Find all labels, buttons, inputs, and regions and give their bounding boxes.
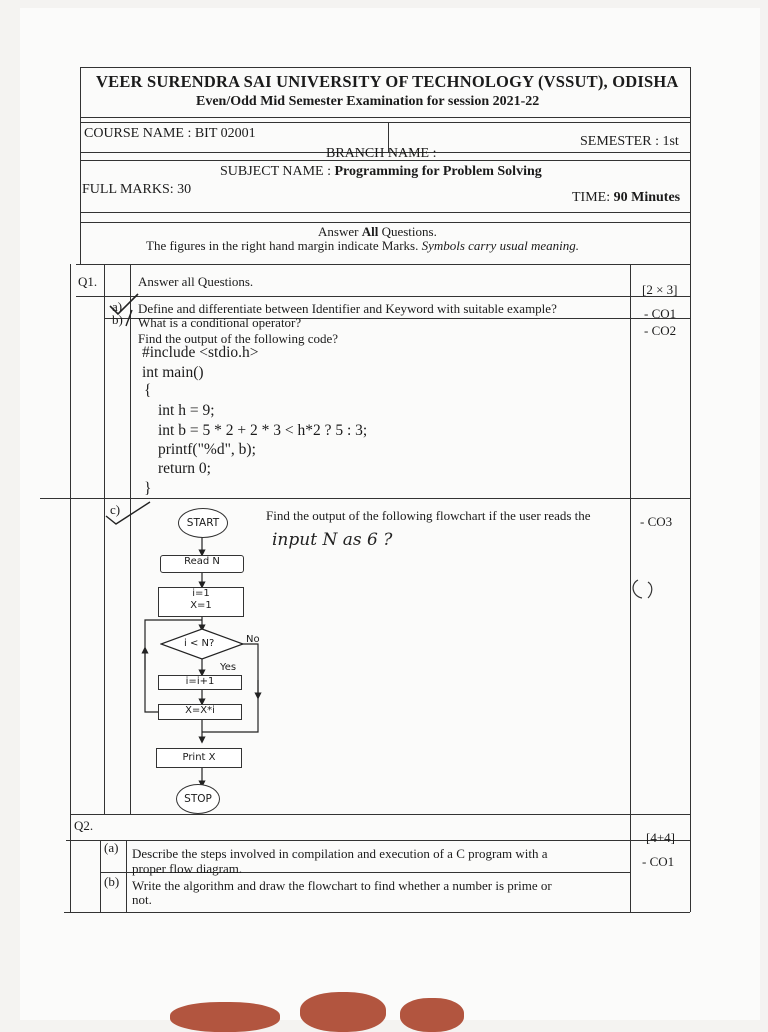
q1b-co: - CO2 (644, 323, 677, 338)
q1c-label: c) (110, 502, 121, 517)
q1c-handwritten-note: input N as 6 ? (272, 530, 393, 550)
instruction-marks (146, 238, 579, 254)
instr-marks-text: The figures in the right hand margin indicate Marks. (146, 238, 419, 253)
q2-marks: [4+4] (646, 830, 675, 845)
q2a-text2: proper flow diagram. (132, 861, 243, 876)
flowchart-decision-text: i < N? (184, 638, 215, 649)
subject-name (220, 164, 542, 180)
code-line-printf: printf("%d", b); (158, 441, 256, 458)
code-line-open-brace: { (144, 382, 152, 399)
q1b-text2: Find the output of the following code? (138, 331, 339, 346)
rule-q1-intro (76, 296, 690, 297)
flowchart-start: START (178, 508, 228, 538)
q1-marks: [2 × 3] (642, 282, 678, 297)
university-title: VEER SURENDRA SAI UNIVERSITY OF TECHNOLOGY (VSSUT), ODISHA (96, 72, 679, 91)
time-prefix: TIME: (572, 190, 614, 205)
rule-sub-left (104, 264, 105, 814)
q1a-label: a) (112, 299, 123, 314)
q1c-co: - CO3 (640, 514, 673, 529)
exam-title: Even/Odd Mid Semester Examination for session 2021-22 (196, 94, 540, 109)
flowchart-init-i: i=1 (192, 588, 210, 599)
q2a-co: - CO1 (642, 854, 675, 869)
subject-value: Programming for Problem Solving (334, 164, 542, 179)
rule-sub-q2 (100, 840, 101, 912)
branch-name: BRANCH NAME : (326, 146, 437, 161)
rule-q2-head (66, 840, 690, 841)
time-value: 90 Minutes (613, 190, 681, 205)
rule-header-bottom (80, 117, 690, 118)
rule-q-left (70, 264, 71, 912)
pen-mark-icon (628, 576, 658, 602)
flowchart-increment: i=i+1 (158, 675, 242, 690)
flowchart-print-x: Print X (156, 748, 242, 768)
rule-bottom (64, 912, 690, 913)
q2b-text1: Write the algorithm and draw the flowchart to find whether a number is prime or (132, 878, 552, 893)
code-line-main: int main() (142, 364, 204, 381)
q1b-label: b) (112, 312, 123, 327)
semester: SEMESTER : 1st (580, 134, 679, 149)
time (572, 190, 680, 206)
flowchart-init (158, 587, 244, 617)
rule-course-top (80, 122, 690, 123)
rule-instr-bottom (76, 264, 690, 265)
tick-mark-icon (108, 292, 148, 328)
q2b-text2: not. (132, 892, 152, 907)
q2a-label: (a) (104, 840, 119, 855)
q1b-text1: What is a conditional operator? (138, 315, 302, 330)
flowchart-multiply: X=X*i (158, 704, 242, 720)
q1-intro: Answer all Questions. (138, 274, 254, 289)
rule-info-bottom (80, 212, 690, 213)
finger-middle (300, 992, 386, 1032)
instr-symbols: Symbols carry usual meaning. (421, 238, 580, 253)
finger-left (170, 1002, 280, 1032)
flowchart-read-n: Read N (160, 555, 244, 573)
rule-top (80, 67, 690, 68)
subject-prefix: SUBJECT NAME : (220, 164, 335, 179)
flowchart-no-label: No (246, 634, 260, 645)
flowchart-yes-label: Yes (220, 662, 237, 673)
q1-number: Q1. (78, 274, 98, 289)
code-line-int-h: int h = 9; (158, 402, 215, 419)
q2a-text1: Describe the steps involved in compilation and execution of a C program with a (132, 846, 548, 861)
course-name: COURSE NAME : BIT 02001 (84, 126, 256, 141)
code-line-include: #include <stdio.h> (142, 344, 259, 361)
rule-right (690, 67, 691, 912)
code-line-return: return 0; (158, 460, 211, 477)
q2-number: Q2. (74, 818, 94, 833)
instr-all: All (361, 224, 379, 239)
rule-text-q2 (126, 840, 127, 912)
flowchart-init-x: X=1 (190, 600, 212, 611)
code-line-int-b: int b = 5 * 2 + 2 * 3 < h*2 ? 5 : 3; (158, 422, 368, 439)
finger-right (400, 998, 464, 1032)
flowchart-connectors (130, 500, 290, 820)
instr-suffix: Questions. (378, 224, 437, 239)
q1a-co: - CO1 (644, 306, 677, 321)
q1c-text: Find the output of the following flowchart if the user reads the (266, 508, 591, 523)
code-line-close-brace: } (144, 480, 152, 497)
full-marks: FULL MARKS: 30 (82, 182, 192, 197)
q2b-label: (b) (104, 874, 120, 889)
flowchart-stop: STOP (176, 784, 220, 814)
instr-prefix: Answer (318, 224, 362, 239)
q1a-text: Define and differentiate between Identifier and Keyword with suitable example? (138, 301, 557, 316)
rule-left (80, 67, 81, 264)
